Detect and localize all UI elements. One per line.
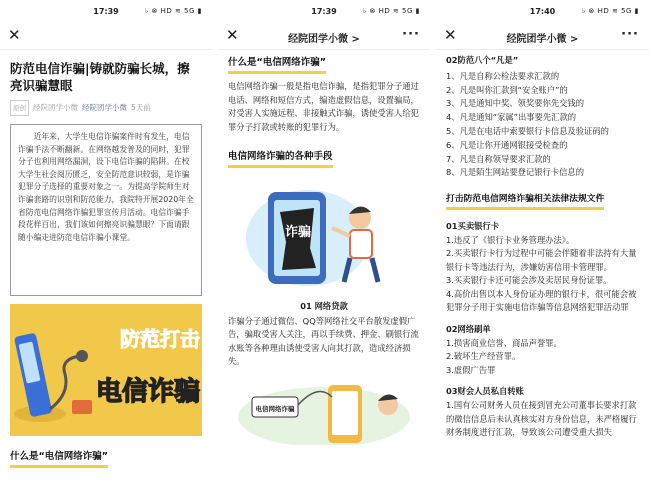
status-bar [0,0,212,24]
nav-bar [218,24,430,50]
section-heading-text: 电信网络诈骗的各种手段 [228,151,333,162]
law-03-text: 1.国有公司财务人员在接到冒充公司董事长要求打款的微信信息后未认真核实对方身份信息，未严格履行财务制度进行汇款，导致该公司遭受重大损失 [446,400,637,438]
section-heading [228,56,326,74]
status-time: 17:39 [311,7,337,16]
more-icon[interactable]: ··· [621,27,639,42]
close-icon[interactable]: ✕ [226,26,239,44]
section-heading-text: 什么是“电信网络诈骗” [228,57,326,68]
status-time: 17:39 [93,7,119,16]
article-meta [10,100,202,116]
law-01-item: 1.违反了《银行卡业务管理办法》。 [446,234,575,245]
list-item: 2、凡是叫你汇款到“安全账户”的 [446,84,568,95]
section-what-is [228,56,420,74]
phone-screen-article [0,0,212,493]
scam-illustration-2 [228,375,420,445]
status-icons: ♭ ⊗ HD ≋ 5G ▮ [581,7,639,15]
list-item: 4、凡是通知“家属”出事要先汇款的 [446,112,577,123]
scam-label: 诈骗 [284,225,312,240]
section-heading-text: 打击防范电信网络诈骗相关法律法规文件 [446,194,605,205]
list-item: 6、凡是让你开通网银接受检查的 [446,139,568,150]
status-bar [436,0,649,24]
banner-illustration [10,304,202,436]
section-heading-text: 什么是“电信网络诈骗” [10,451,108,462]
law-02-item: 1.损害商业信誉、商品声誉罪。 [446,337,562,348]
list-item: 3、凡是通知中奖、领奖要你先交钱的 [446,98,585,109]
law-01-title: 01买卖银行卡 [446,221,500,232]
article-title: 防范电信诈骗|铸就防骗长城，擦亮识骗慧眼 [10,61,190,93]
section-heading [10,450,108,468]
nav-bar [436,24,649,50]
law-01-item: 3.买卖银行卡还可能会涉及卖居民身份证罪。 [446,275,612,286]
phone-screen-laws [436,0,649,493]
law-03-title: 03财会人员私自转账 [446,386,524,397]
article-content [436,50,649,446]
phone-hook-illustration [228,375,420,445]
law-01-item: 2.买卖银行卡行为过程中可能会伴随着非法持有大量银行卡等违法行为，涉嫌妨害信用卡管理罪。 [446,248,637,272]
list-item: 8、凡是陌生网站要登记银行卡信息的 [446,167,585,178]
account-link[interactable]: 经院团学小微 [82,103,127,112]
status-icons: ♭ ⊗ HD ≋ 5G ▮ [362,7,420,15]
banner-image [10,304,202,436]
list-item: 7、凡是自称领导要求汇款的 [446,153,551,164]
banner-text-2: 电信诈骗 [95,377,201,407]
article-content [0,50,212,474]
status-time: 17:40 [529,7,556,16]
illustration-label: 电信网络诈骗 [255,404,295,413]
nav-title[interactable]: 经院团学小微 > [506,34,579,45]
phone-screen-methods [218,0,430,493]
publish-time: 5天前 [131,103,151,112]
close-icon[interactable]: ✕ [444,26,457,44]
method-01-title: 01 网络贷款 [300,301,348,311]
section-heading [446,192,604,210]
heading-underline [446,207,604,210]
section-laws [446,192,639,210]
heading-underline [228,71,326,74]
law-02-item: 2.破坏生产经营罪。 [446,351,521,362]
method-01-text: 诈骗分子通过微信、QQ等网络社交平台散发虚假广告，骗取受害人关注，再以手续费、押金、刷银行流水账等各种理由诱使受害人向其打款，造成经济损失。 [228,315,419,366]
heading-underline [228,165,333,168]
nav-bar [0,24,212,50]
fanshi-list [446,70,639,180]
heading-underline [10,465,108,468]
article-content [218,50,430,451]
law-02-item: 3.虚假广告罪 [446,364,496,375]
author-name: 经院团学小微 [33,103,78,112]
law-02-title: 02网络刷单 [446,323,491,334]
scam-phone-illustration [228,178,420,294]
definition-paragraph: 电信网络诈骗一般是指电信诈骗，是指犯罪分子通过电话、网络和短信方式，编造虚假信息，设置骗局，对受害人实施远程、非接触式诈骗，诱使受害人给犯罪分子打款或转账的犯罪行为。 [228,81,419,132]
law-01-item: 4.高价出售以本人身份证办理的银行卡，很可能会被犯罪分子用于实施电信诈骗等信息网络犯罪活动罪 [446,288,637,313]
original-badge: 原创 [10,100,29,116]
intro-paragraph: 近年来，大学生电信诈骗案件时有发生，电信诈骗手法不断翻新。在网络越发普及的同时，犯罪分子也利用网络漏洞，设下电信诈骗的陷阱。在校大学生社会阅历匮乏，安全防范意识较弱，是诈骗犯罪分子选择的重要对象之一。为提高学院师生对诈骗套路的识别和防范能力，我院特开展2020年全省防范电信网络诈骗犯罪宣传月活动。电信诈骗手段花样百出，我们该如何擦亮识骗慧眼？下面请跟随小编走进防范电信诈骗小课堂。 [10,124,202,296]
scam-illustration [228,178,420,294]
close-icon[interactable]: ✕ [8,26,21,44]
list-heading: 02防范八个“凡是” [446,55,519,65]
banner-text-1: 防范打击 [120,327,200,351]
section-what-is [10,450,202,468]
status-icons: ♭ ⊗ HD ≋ 5G ▮ [144,7,202,15]
nav-title[interactable]: 经院团学小微 > [288,34,360,45]
status-bar [218,0,430,24]
more-icon[interactable]: ··· [402,27,420,42]
list-item: 1、凡是自称公检法要求汇款的 [446,70,560,81]
section-methods [228,150,420,168]
list-item: 5、凡是在电话中索要银行卡信息及验证码的 [446,125,609,136]
section-heading [228,150,333,168]
